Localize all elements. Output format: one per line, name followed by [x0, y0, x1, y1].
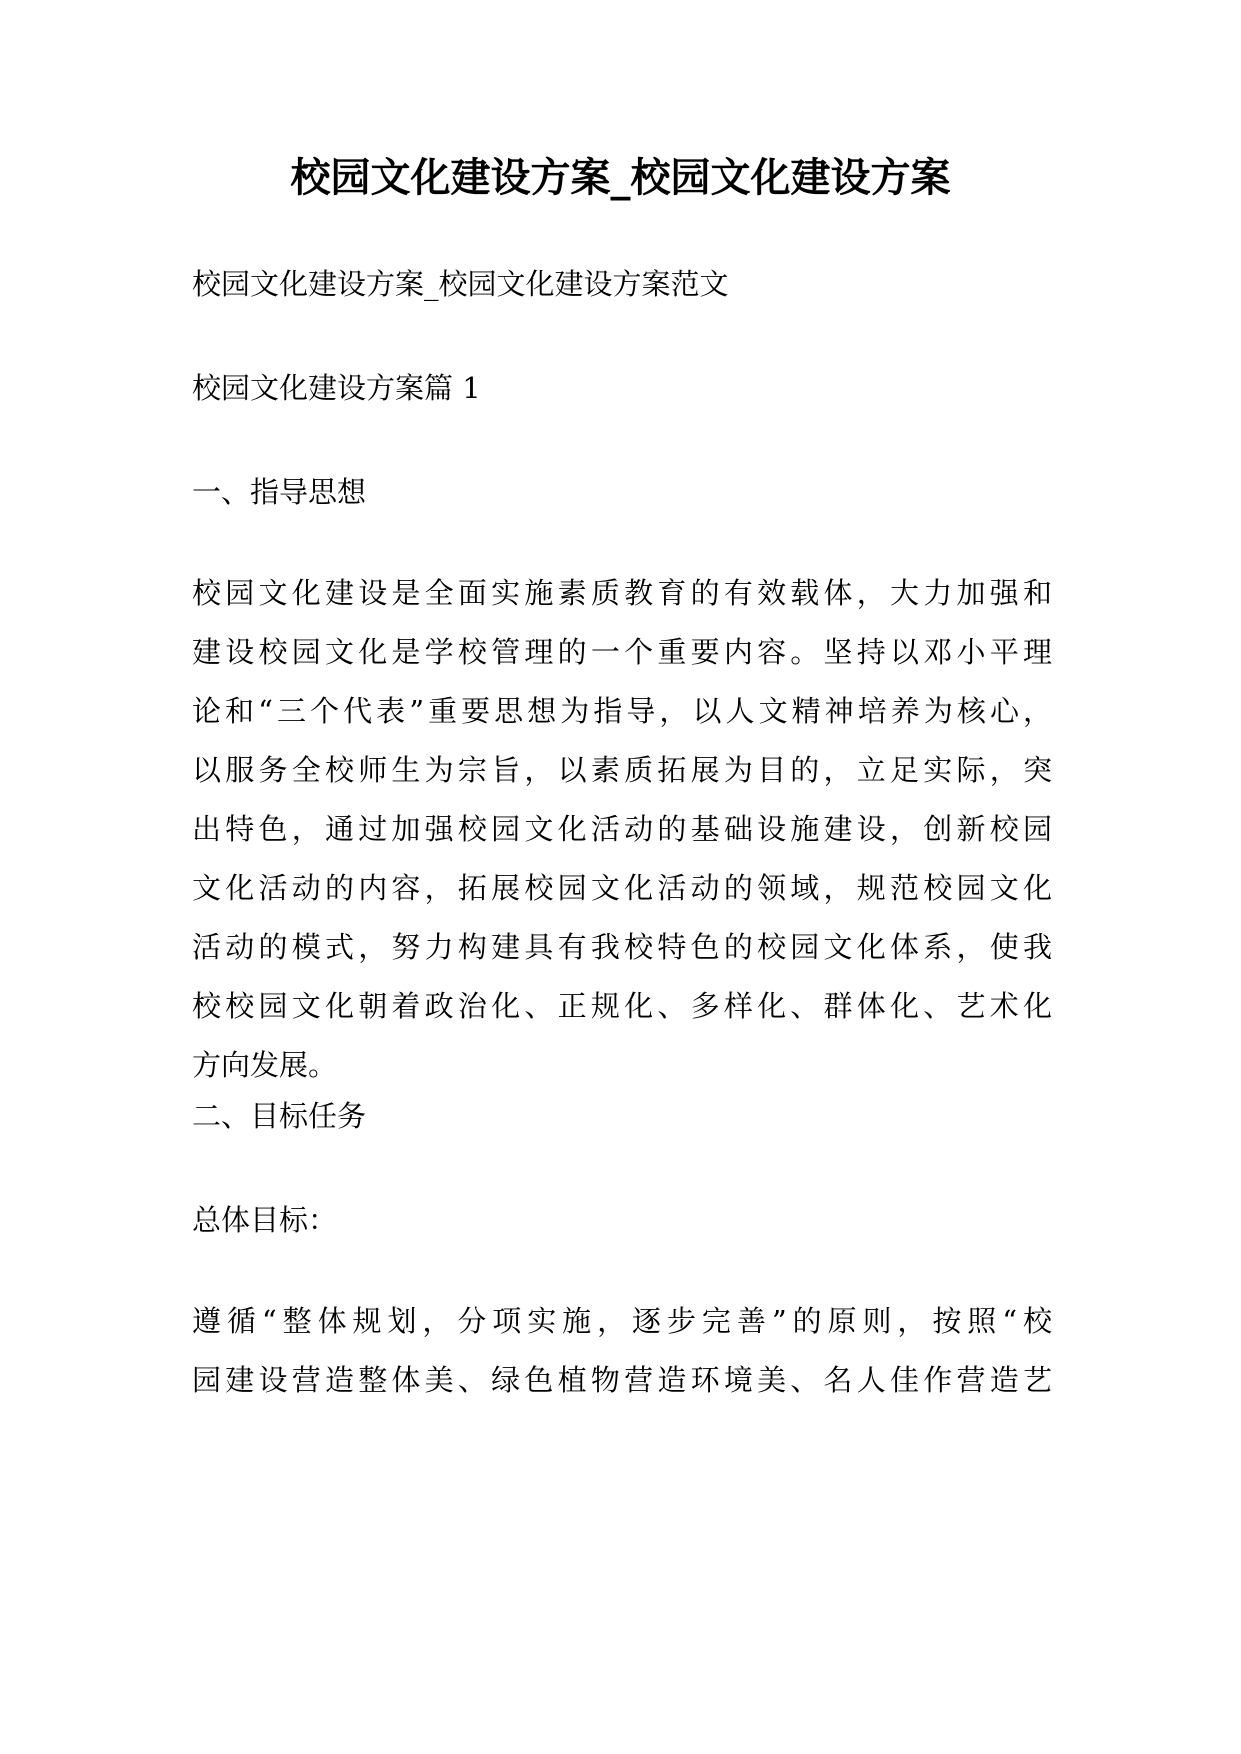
paragraph-line: 活动的模式，努力构建具有我校特色的校园文化体系，使我 — [192, 930, 1052, 964]
paragraph-line: 校园文化建设是全面实施素质教育的有效载体，大力加强和 — [192, 576, 1052, 610]
paragraph-line: 文化活动的内容，拓展校园文化活动的领域，规范校园文化 — [192, 871, 1052, 905]
paragraph-line: 校校园文化朝着政治化、正规化、多样化、群体化、艺术化 — [192, 989, 1052, 1023]
paragraph-line: 遵循“整体规划，分项实施，逐步完善”的原则，按照“校 — [192, 1304, 1052, 1338]
paragraph-line: 论和“三个代表”重要思想为指导，以人文精神培养为核心， — [192, 694, 1052, 728]
paragraph-line: 方向发展。 — [192, 1048, 338, 1082]
heading-goals-tasks: 二、目标任务 — [192, 1099, 367, 1133]
section-heading: 校园文化建设方案篇 1 — [192, 371, 481, 405]
paragraph-line: 以服务全校师生为宗旨，以素质拓展为目的，立足实际，突 — [192, 753, 1052, 787]
paragraph-guiding-ideology — [192, 564, 1052, 1095]
paragraph-line: 园建设营造整体美、绿色植物营造环境美、名人佳作营造艺 — [192, 1363, 1052, 1397]
document-title: 校园文化建设方案_校园文化建设方案 — [290, 154, 951, 201]
paragraph-line: 出特色，通过加强校园文化活动的基础设施建设，创新校园 — [192, 812, 1052, 846]
heading-guiding-ideology: 一、指导思想 — [192, 475, 367, 509]
paragraph-line: 建设校园文化是学校管理的一个重要内容。坚持以邓小平理 — [192, 635, 1052, 669]
document-subtitle: 校园文化建设方案_校园文化建设方案范文 — [192, 267, 729, 301]
paragraph-overall-goal — [192, 1292, 1052, 1410]
subheading-overall-goal: 总体目标： — [192, 1203, 338, 1237]
